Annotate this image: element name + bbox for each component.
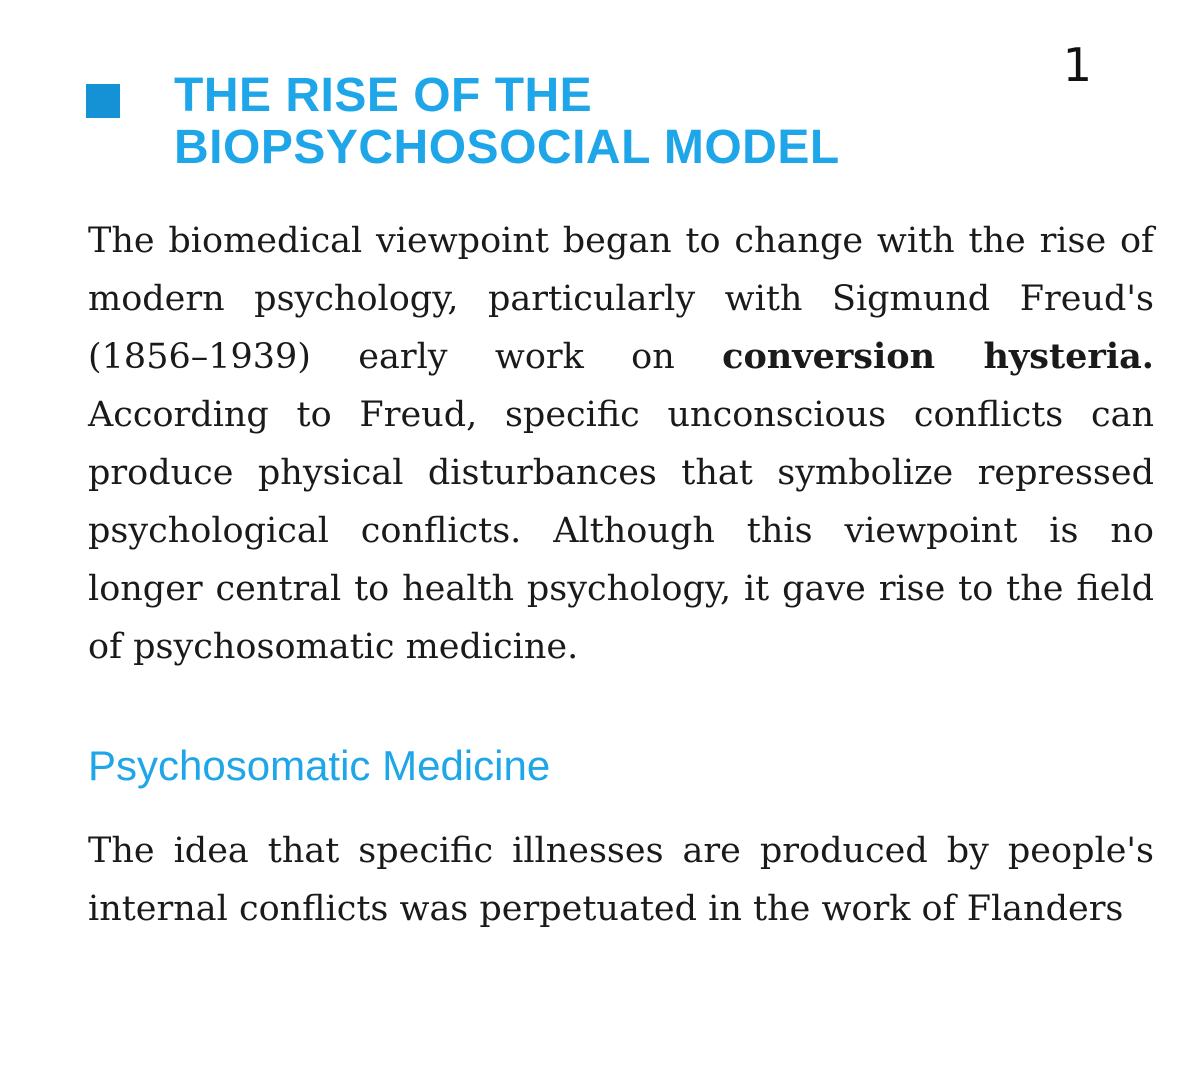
section-title — [174, 70, 1106, 174]
subsection-title: Psychosomatic Medicine — [88, 742, 551, 789]
section-title-line-1: THE RISE OF THE — [174, 69, 593, 122]
key-term-conversion-hysteria: conversion hysteria. — [722, 336, 1154, 377]
section-heading — [86, 70, 1106, 174]
body-paragraph-2: The idea that specific illnesses are produced by people's internal conflicts was perpetuated in the work of Flanders — [88, 831, 1154, 929]
body-paragraph-1 — [88, 212, 1154, 676]
paragraph-1-text-start: The biomedical viewpoint began to change with the rise of modern psychology, particularly with Sigmund Freud's (1856–1939) early work on — [88, 221, 1154, 377]
page-number: 1 — [1062, 38, 1092, 92]
section-bullet-square-icon — [86, 84, 120, 118]
section-title-line-2: BIOPSYCHOSOCIAL MODEL — [174, 121, 840, 174]
paragraph-1-text-end: According to Freud, specific unconscious conflicts can produce physical disturbances that symbolize repressed psychological conflicts. Although this viewpoint is no longer central to health psychology, it gave rise to the field of psychosomatic medicine. — [88, 395, 1154, 667]
